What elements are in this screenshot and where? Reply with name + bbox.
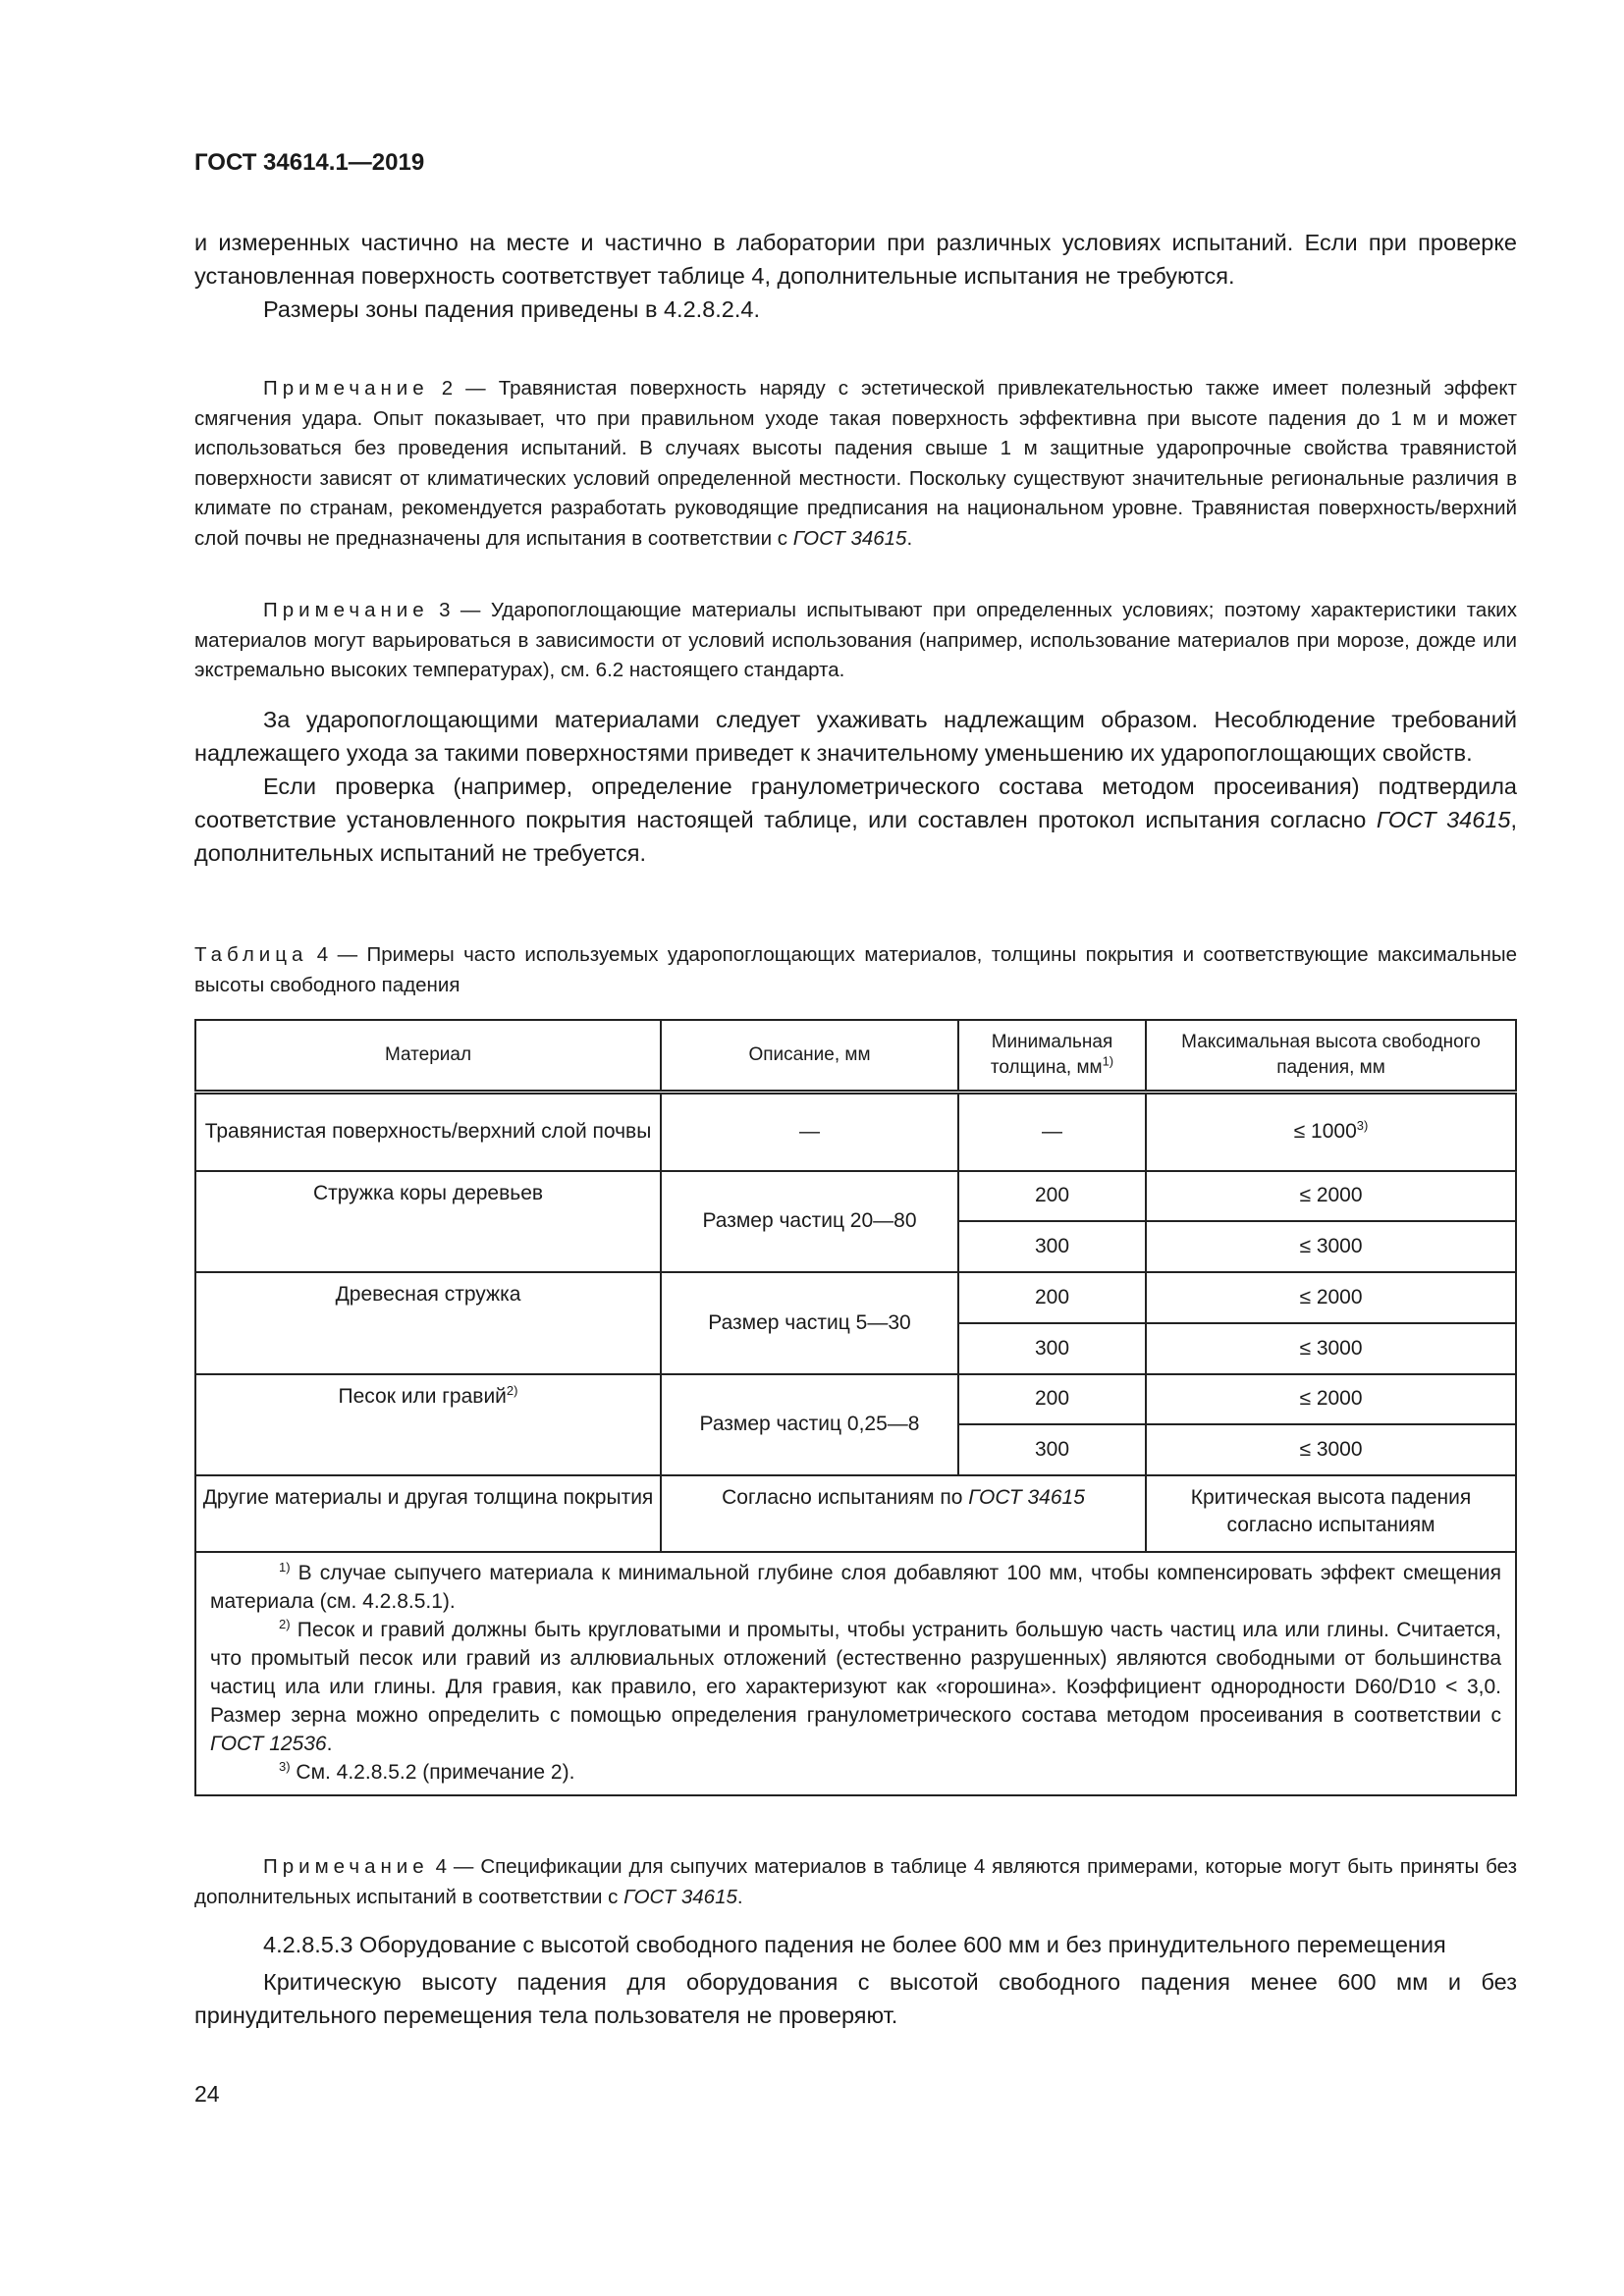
footnote: [210, 1616, 1501, 1758]
note-4: [194, 1852, 1517, 1912]
thickness-cell: 300: [958, 1424, 1146, 1475]
height-cell: [1146, 1093, 1516, 1171]
material-cell: Травянистая поверхность/верхний слой почвы: [195, 1093, 661, 1171]
care-text: [194, 703, 1517, 870]
height-cell: ≤ 2000: [1146, 1272, 1516, 1323]
standard-ref: ГОСТ 12536: [210, 1732, 327, 1755]
thickness-cell: 200: [958, 1171, 1146, 1221]
footnote-mark: 1): [1102, 1053, 1114, 1069]
thickness-cell: 200: [958, 1374, 1146, 1424]
footnote-mark: 2): [279, 1616, 291, 1631]
table-row: [195, 1374, 1516, 1424]
height-cell: Критическая высота падения согласно испытаниям: [1146, 1475, 1516, 1552]
description-cell: Размер частиц 0,25—8: [661, 1374, 958, 1475]
height-cell: ≤ 3000: [1146, 1323, 1516, 1374]
note-3: [194, 596, 1517, 686]
paragraph: и измеренных частично на месте и частично в лаборатории при различных условиях испытаний. Если при проверке установленная поверхность соответствует таблице 4, дополнительные испытания не требуются.: [194, 230, 1517, 289]
document-header: ГОСТ 34614.1—2019: [194, 149, 425, 176]
footnote-mark: 2): [506, 1382, 518, 1398]
header-cell: Материал: [195, 1020, 661, 1093]
table-row: [195, 1475, 1516, 1552]
section-heading: 4.2.8.5.3 Оборудование с высотой свободного падения не более 600 мм и без принудительного перемещения: [263, 1932, 1446, 1957]
text: , дополнительных испытаний не требуется.: [194, 807, 1517, 866]
note-end: .: [906, 526, 913, 550]
note-text: 4 — Спецификации для сыпучих материалов в таблице 4 являются примерами, которые могут быть приняты без дополнительных испытаний в соответствии с: [194, 1855, 1517, 1908]
standard-ref: ГОСТ 34615: [1376, 807, 1511, 832]
height-text: ≤ 1000: [1293, 1120, 1357, 1144]
text: Если проверка (например, определение гранулометрического состава методом просеивания) подтвердила соответствие установленного покрытия настоящей таблице, или составлен протокол испытания согласно: [194, 774, 1517, 832]
description-cell: Размер частиц 5—30: [661, 1272, 958, 1374]
paragraph: За ударопоглощающими материалами следует ухаживать надлежащим образом. Несоблюдение требований надлежащего ухода за такими поверхностями приведет к значительному уменьшению их ударопоглощающих свойств.: [194, 707, 1517, 766]
material-text: Песок или гравий: [338, 1384, 507, 1408]
material-cell: Стружка коры деревьев: [195, 1171, 661, 1272]
note-label: Примечание: [263, 599, 429, 621]
caption-label: Таблица: [194, 943, 308, 966]
height-cell: ≤ 2000: [1146, 1171, 1516, 1221]
table-row: [195, 1272, 1516, 1323]
footnote-mark: 3): [1356, 1118, 1369, 1134]
thickness-cell: —: [958, 1093, 1146, 1171]
note-text: 3 — Ударопоглощающие материалы испытывают при определенных условиях; поэтому характеристики таких материалов могут варьироваться в зависимости от условий использования (например, использование материалов при морозе, дожде или экстремально высоких температурах), см. 6.2 настоящего стандарта.: [194, 599, 1517, 681]
description-cell: [661, 1475, 1146, 1552]
height-cell: ≤ 3000: [1146, 1424, 1516, 1475]
table-header-row: [195, 1020, 1516, 1093]
thickness-cell: 200: [958, 1272, 1146, 1323]
description-cell: —: [661, 1093, 958, 1171]
footnote-text: В случае сыпучего материала к минимальной глубине слоя добавляют 100 мм, чтобы компенсировать эффект смещения материала (см. 4.2.8.5.1).: [210, 1561, 1501, 1613]
height-cell: ≤ 2000: [1146, 1374, 1516, 1424]
materials-table: [194, 1019, 1517, 1796]
footnotes-row: [195, 1552, 1516, 1795]
material-cell: Другие материалы и другая толщина покрытия: [195, 1475, 661, 1552]
section-4-2-8-5-3: [194, 1928, 1517, 2032]
footnotes-cell: [195, 1552, 1516, 1795]
caption-text: 4 — Примеры часто используемых ударопоглощающих материалов, толщины покрытия и соответствующие максимальные высоты свободного падения: [194, 943, 1517, 996]
header-text: Минимальная толщина, мм: [990, 1032, 1113, 1078]
header-cell: Описание, мм: [661, 1020, 958, 1093]
intro-text: [194, 226, 1517, 326]
standard-ref: ГОСТ 34615: [792, 526, 907, 550]
footnote-text: Песок и гравий должны быть кругловатыми и промыты, чтобы устранить большую часть частиц ила или глины. Считается, что промытый песок или гравий из аллювиальных отложений (естественно разрушенных) являются свободными от большинства частиц ила или глины. Для гравия, как правило, его характеризуют как «горошина». Коэффициент однородности D60/D10 < 3,0. Размер зерна можно определить с помощью определения гранулометрического состава методом просеивания в соответствии с: [210, 1618, 1501, 1727]
footnote: [210, 1758, 1501, 1787]
footnote: [210, 1559, 1501, 1616]
material-cell: Древесная стружка: [195, 1272, 661, 1374]
table-row: [195, 1171, 1516, 1221]
note-label: Примечание: [263, 1855, 429, 1878]
description-cell: Размер частиц 20—80: [661, 1171, 958, 1272]
paragraph: [194, 770, 1517, 870]
header-cell: [958, 1020, 1146, 1093]
paragraph: Критическую высоту падения для оборудования с высотой свободного падения менее 600 мм и без принудительного перемещения тела пользователя не проверяют.: [194, 1969, 1517, 2028]
page-number: 24: [194, 2081, 220, 2107]
standard-ref: ГОСТ 34615: [623, 1885, 737, 1908]
footnote-mark: 1): [279, 1559, 291, 1575]
note-text: 2 — Травянистая поверхность наряду с эстетической привлекательностью также имеет полезный эффект смягчения удара. Опыт показывает, что при правильном уходе такая поверхность эффективна при высоте падения до 1 м и может использоваться без проведения испытаний. В случаях высоты падения свыше 1 м защитные ударопрочные свойства травянистой поверхности зависят от климатических условий определенной местности. Поскольку существуют значительные региональные различия в климате по странам, рекомендуется разработать руководящие предписания на национальном уровне. Травянистая поверхность/верхний слой почвы не предназначены для испытания в соответствии с: [194, 377, 1517, 550]
table-caption: [194, 940, 1517, 1000]
material-cell: [195, 1374, 661, 1475]
header-cell: Максимальная высота свободного падения, мм: [1146, 1020, 1516, 1093]
thickness-cell: 300: [958, 1323, 1146, 1374]
description-text: Согласно испытаниям по: [722, 1485, 969, 1509]
height-cell: ≤ 3000: [1146, 1221, 1516, 1272]
note-2: [194, 374, 1517, 554]
thickness-cell: 300: [958, 1221, 1146, 1272]
note-end: .: [736, 1885, 743, 1908]
paragraph: Размеры зоны падения приведены в 4.2.8.2.4.: [263, 296, 760, 322]
table-row: [195, 1093, 1516, 1171]
note-label: Примечание: [263, 377, 429, 400]
footnote-mark: 3): [279, 1758, 291, 1774]
footnote-end: .: [326, 1732, 333, 1755]
footnote-text: См. 4.2.8.5.2 (примечание 2).: [290, 1760, 575, 1784]
standard-ref: ГОСТ 34615: [968, 1485, 1085, 1509]
